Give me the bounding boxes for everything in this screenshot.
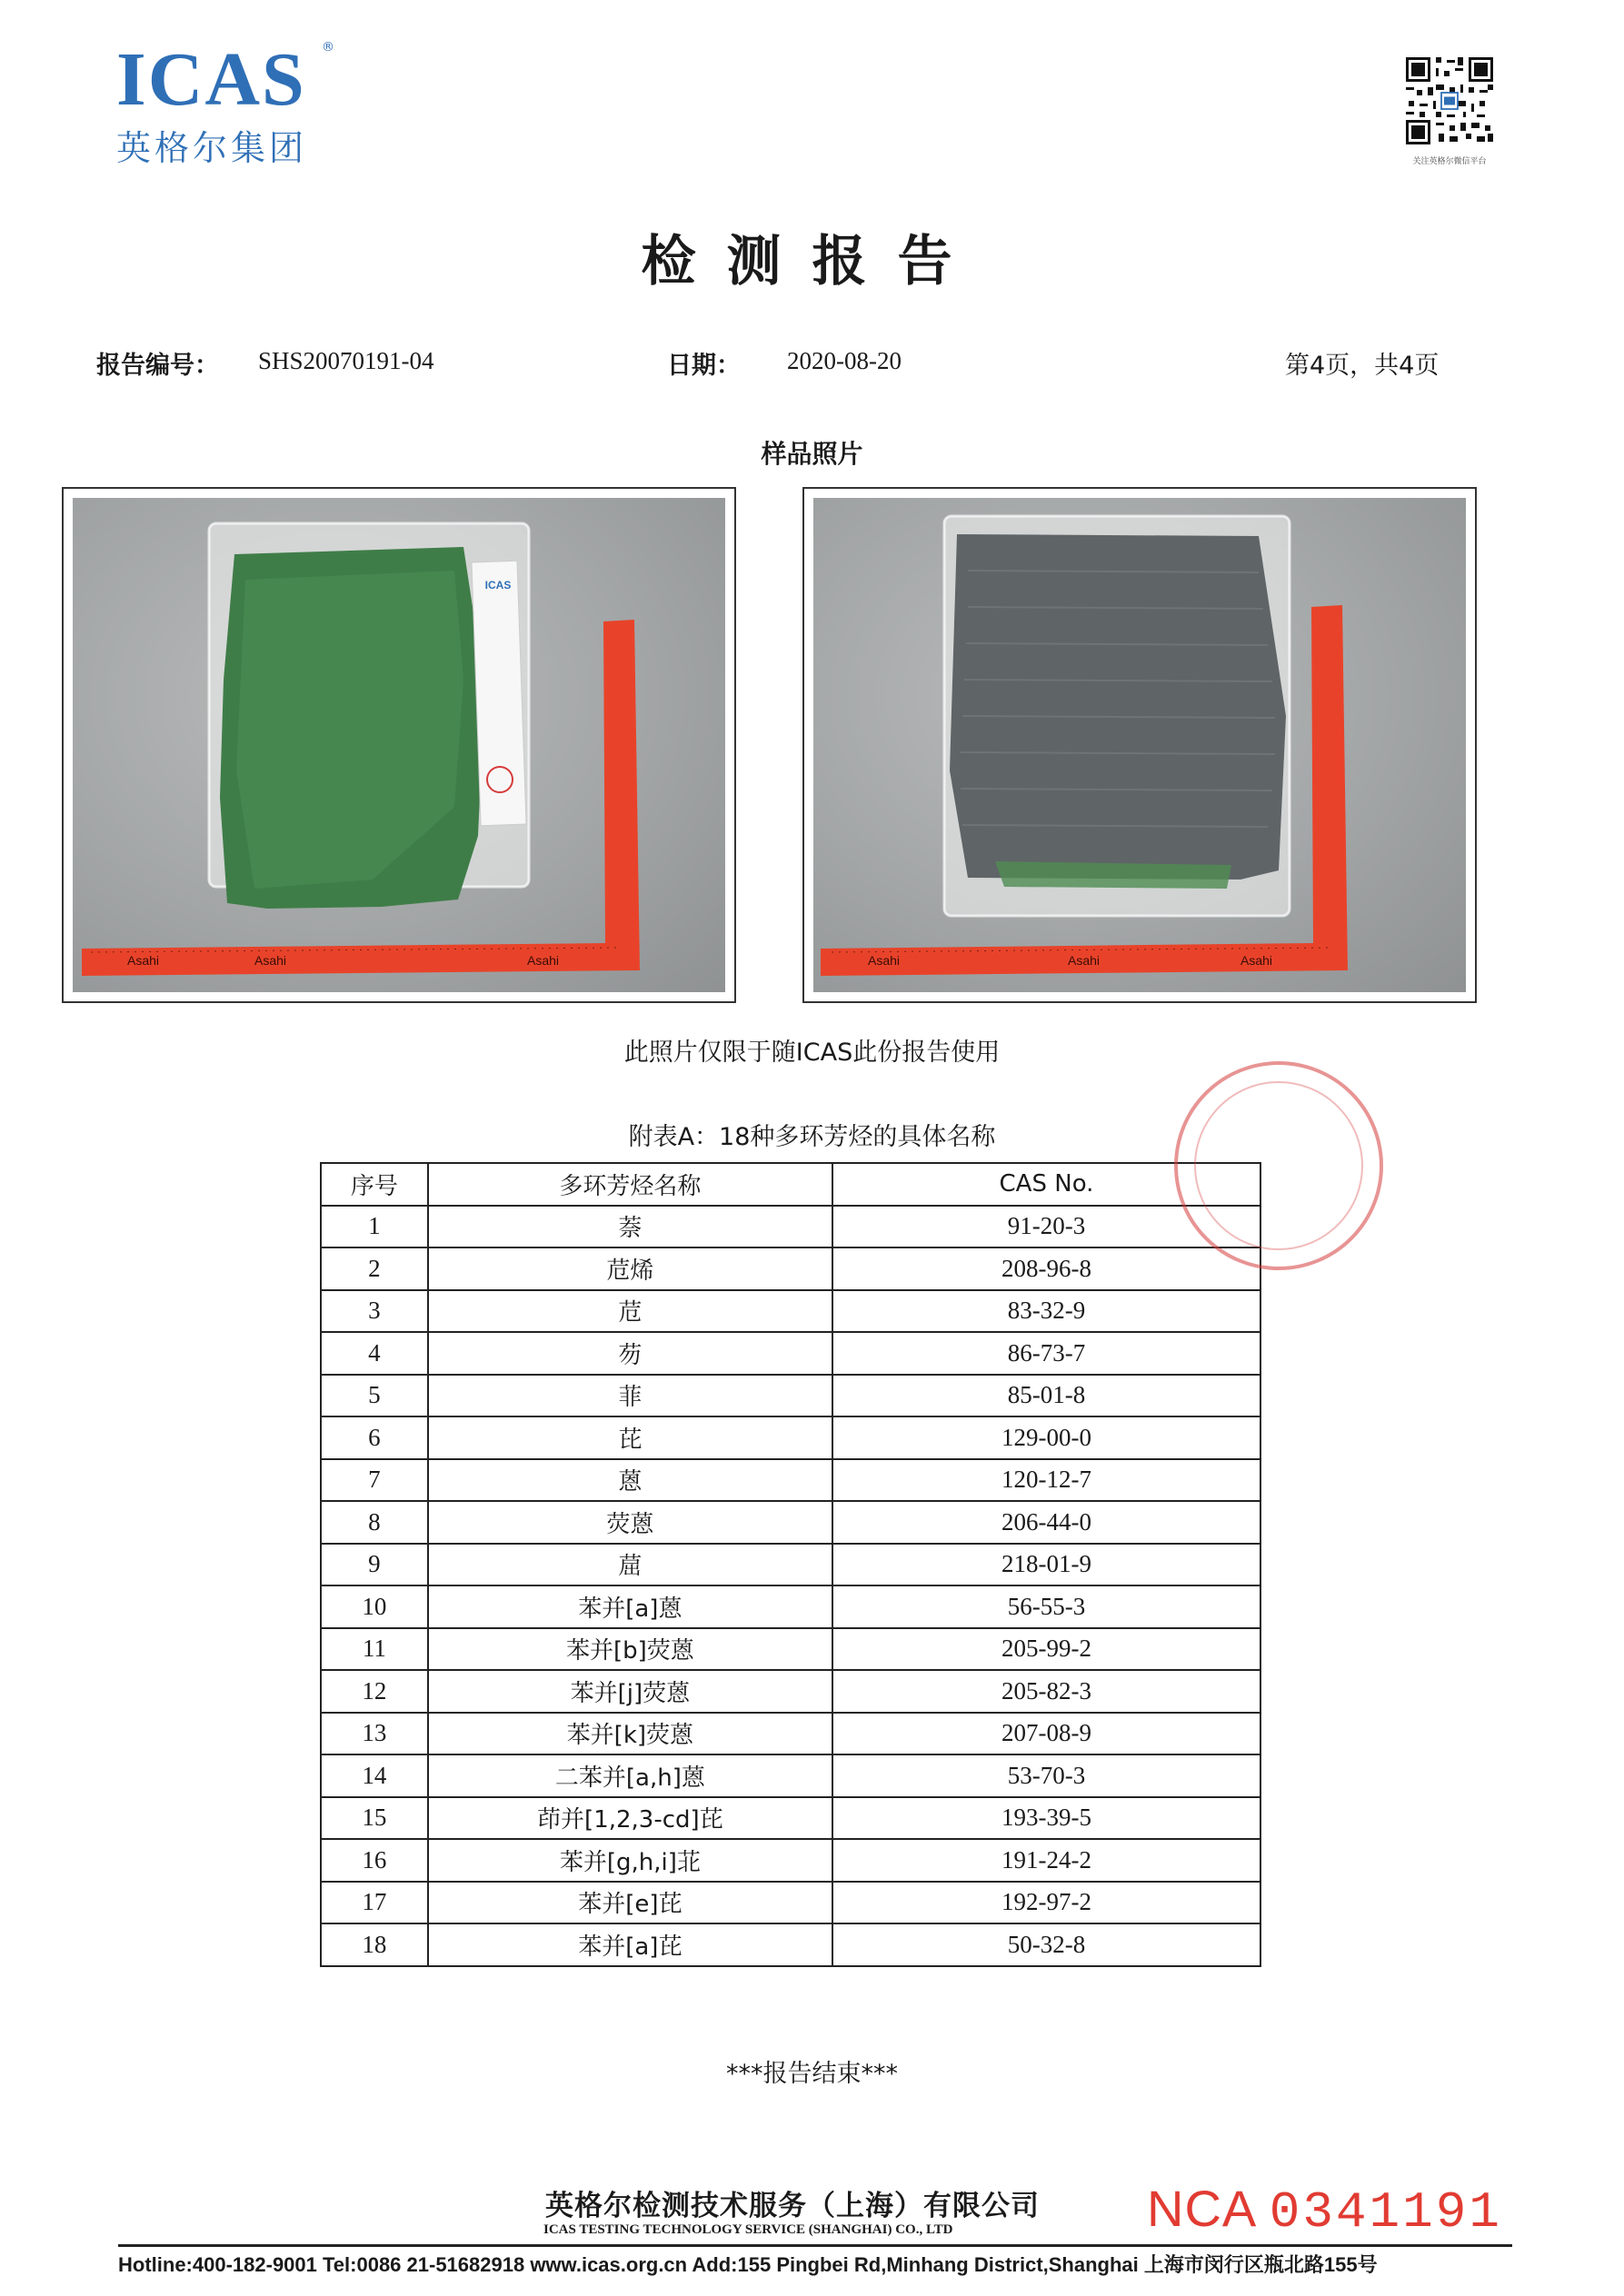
cas-number: 50-32-8 [832, 1923, 1260, 1966]
cas-number: 53-70-3 [832, 1754, 1260, 1797]
header-index: 序号 [321, 1163, 428, 1206]
cas-number: 192-97-2 [832, 1882, 1260, 1924]
cas-number: 191-24-2 [832, 1839, 1260, 1882]
pah-name: 䓛 [428, 1544, 832, 1586]
page-indicator: 第4页，共4页 [1285, 352, 1440, 380]
table-row [321, 1754, 1260, 1797]
report-end-text: ***报告结束*** [726, 2060, 898, 2088]
pah-name: 苊烯 [428, 1247, 832, 1290]
document-title: 检测报告 [641, 230, 983, 293]
row-index: 9 [321, 1544, 428, 1586]
contact-line: Hotline:400-182-9001 Tel:0086 21-51682918 www.icas.org.cn Add:155 Pingbei Rd,Minhang District,Shanghai 上海市闵行区瓶北路155号 [118, 2253, 1378, 2276]
cas-number: 206-44-0 [832, 1501, 1260, 1544]
row-index: 15 [321, 1797, 428, 1840]
table-row [321, 1459, 1260, 1502]
pah-name: 荧蒽 [428, 1501, 832, 1544]
pah-name: 苊 [428, 1290, 832, 1333]
row-index: 8 [321, 1501, 428, 1544]
pah-name: 苯并[k]荧蒽 [428, 1713, 832, 1755]
row-index: 14 [321, 1754, 428, 1797]
pah-name: 茚并[1,2,3-cd]芘 [428, 1797, 832, 1840]
footer-divider [118, 2244, 1512, 2247]
row-index: 17 [321, 1882, 428, 1924]
row-index: 18 [321, 1923, 428, 1966]
date-value: 2020-08-20 [787, 347, 902, 374]
table-row [321, 1332, 1260, 1375]
table-row [321, 1501, 1260, 1544]
cas-number: 218-01-9 [832, 1544, 1260, 1586]
company-name-cn: 英格尔检测技术服务（上海）有限公司 [545, 2190, 1040, 2222]
pah-name: 菲 [428, 1375, 832, 1417]
ruler-text-6: Asahi [1240, 953, 1273, 968]
cas-number: 91-20-3 [832, 1206, 1260, 1248]
pah-name: 苯并[a]蒽 [428, 1585, 832, 1628]
row-index: 3 [321, 1290, 428, 1333]
row-index: 13 [321, 1713, 428, 1755]
pah-name: 苯并[a]芘 [428, 1923, 832, 1966]
cas-number: 205-82-3 [832, 1670, 1260, 1713]
row-index: 7 [321, 1459, 428, 1502]
table-row [321, 1544, 1260, 1586]
company-seal-stamp [1174, 1061, 1383, 1270]
cas-number: 86-73-7 [832, 1332, 1260, 1375]
qr-caption: 关注英格尔微信平台 [1412, 157, 1487, 166]
cas-number: 56-55-3 [832, 1585, 1260, 1628]
row-index: 10 [321, 1585, 428, 1628]
report-no-value: SHS20070191-04 [258, 347, 434, 374]
pah-name: 苯并[j]荧蒽 [428, 1670, 832, 1713]
header-cas-no: CAS No. [832, 1163, 1260, 1206]
nca-number: 0341191 [1269, 2183, 1502, 2241]
sample-photo-grey-image [813, 498, 1466, 992]
appendix-table-caption: 附表A：18种多环芳烃的具体名称 [628, 1123, 996, 1151]
registered-mark: ® [322, 40, 334, 55]
row-index: 6 [321, 1416, 428, 1459]
header-pah-name: 多环芳烃名称 [428, 1163, 832, 1206]
pah-name: 芘 [428, 1416, 832, 1459]
table-row [321, 1670, 1260, 1713]
ruler-text-3: Asahi [527, 953, 560, 968]
row-index: 2 [321, 1247, 428, 1290]
table-header-row [321, 1163, 1260, 1206]
table-row [321, 1206, 1260, 1248]
pah-name: 蒽 [428, 1459, 832, 1502]
pah-name: 苯并[b]荧蒽 [428, 1628, 832, 1671]
table-row [321, 1416, 1260, 1459]
photo-usage-notice: 此照片仅限于随ICAS此份报告使用 [623, 1039, 1001, 1067]
row-index: 5 [321, 1375, 428, 1417]
pah-name: 萘 [428, 1206, 832, 1248]
sample-photo-green-image [73, 498, 725, 992]
ruler-text-2: Asahi [254, 953, 287, 968]
cas-number: 120-12-7 [832, 1459, 1260, 1502]
row-index: 11 [321, 1628, 428, 1671]
cas-number: 193-39-5 [832, 1797, 1260, 1840]
row-index: 1 [321, 1206, 428, 1248]
ruler-text-1: Asahi [127, 953, 160, 968]
sample-photos-heading: 样品照片 [761, 439, 863, 469]
date-label: 日期： [667, 352, 741, 380]
pah-name: 苯并[e]芘 [428, 1882, 832, 1924]
pah-name: 苯并[g,h,i]苝 [428, 1839, 832, 1882]
sample-photo-green [62, 487, 736, 1003]
report-no-label: 报告编号： [96, 352, 219, 380]
icas-logo [116, 37, 389, 169]
table-row [321, 1290, 1260, 1333]
cas-number: 207-08-9 [832, 1713, 1260, 1755]
logo-wordmark: ICAS [116, 37, 306, 122]
company-name-en: ICAS TESTING TECHNOLOGY SERVICE (SHANGHAI) CO., LTD [543, 2222, 953, 2237]
table-row [321, 1375, 1260, 1417]
cas-number: 208-96-8 [832, 1247, 1260, 1290]
table-row [321, 1585, 1260, 1628]
cas-number: 205-99-2 [832, 1628, 1260, 1671]
table-row [321, 1628, 1260, 1671]
logo-chinese-name: 英格尔集团 [116, 128, 308, 168]
row-index: 16 [321, 1839, 428, 1882]
table-row [321, 1797, 1260, 1840]
table-row [321, 1839, 1260, 1882]
table-row [321, 1713, 1260, 1755]
pah-name: 二苯并[a,h]蒽 [428, 1754, 832, 1797]
table-row [321, 1247, 1260, 1290]
pah-name: 芴 [428, 1332, 832, 1375]
pah-table [320, 1162, 1261, 1967]
tag-brand-text: ICAS [484, 579, 512, 591]
ruler-text-4: Asahi [868, 953, 901, 968]
cas-number: 85-01-8 [832, 1375, 1260, 1417]
cas-number: 83-32-9 [832, 1290, 1260, 1333]
table-row [321, 1882, 1260, 1924]
ruler-text-5: Asahi [1068, 953, 1101, 968]
row-index: 4 [321, 1332, 428, 1375]
nca-prefix: NCA [1147, 2180, 1255, 2237]
table-row [321, 1923, 1260, 1966]
sample-photo-grey [802, 487, 1477, 1003]
cas-number: 129-00-0 [832, 1416, 1260, 1459]
nca-serial [1147, 2179, 1502, 2241]
qr-code-icon [1403, 55, 1496, 154]
row-index: 12 [321, 1670, 428, 1713]
